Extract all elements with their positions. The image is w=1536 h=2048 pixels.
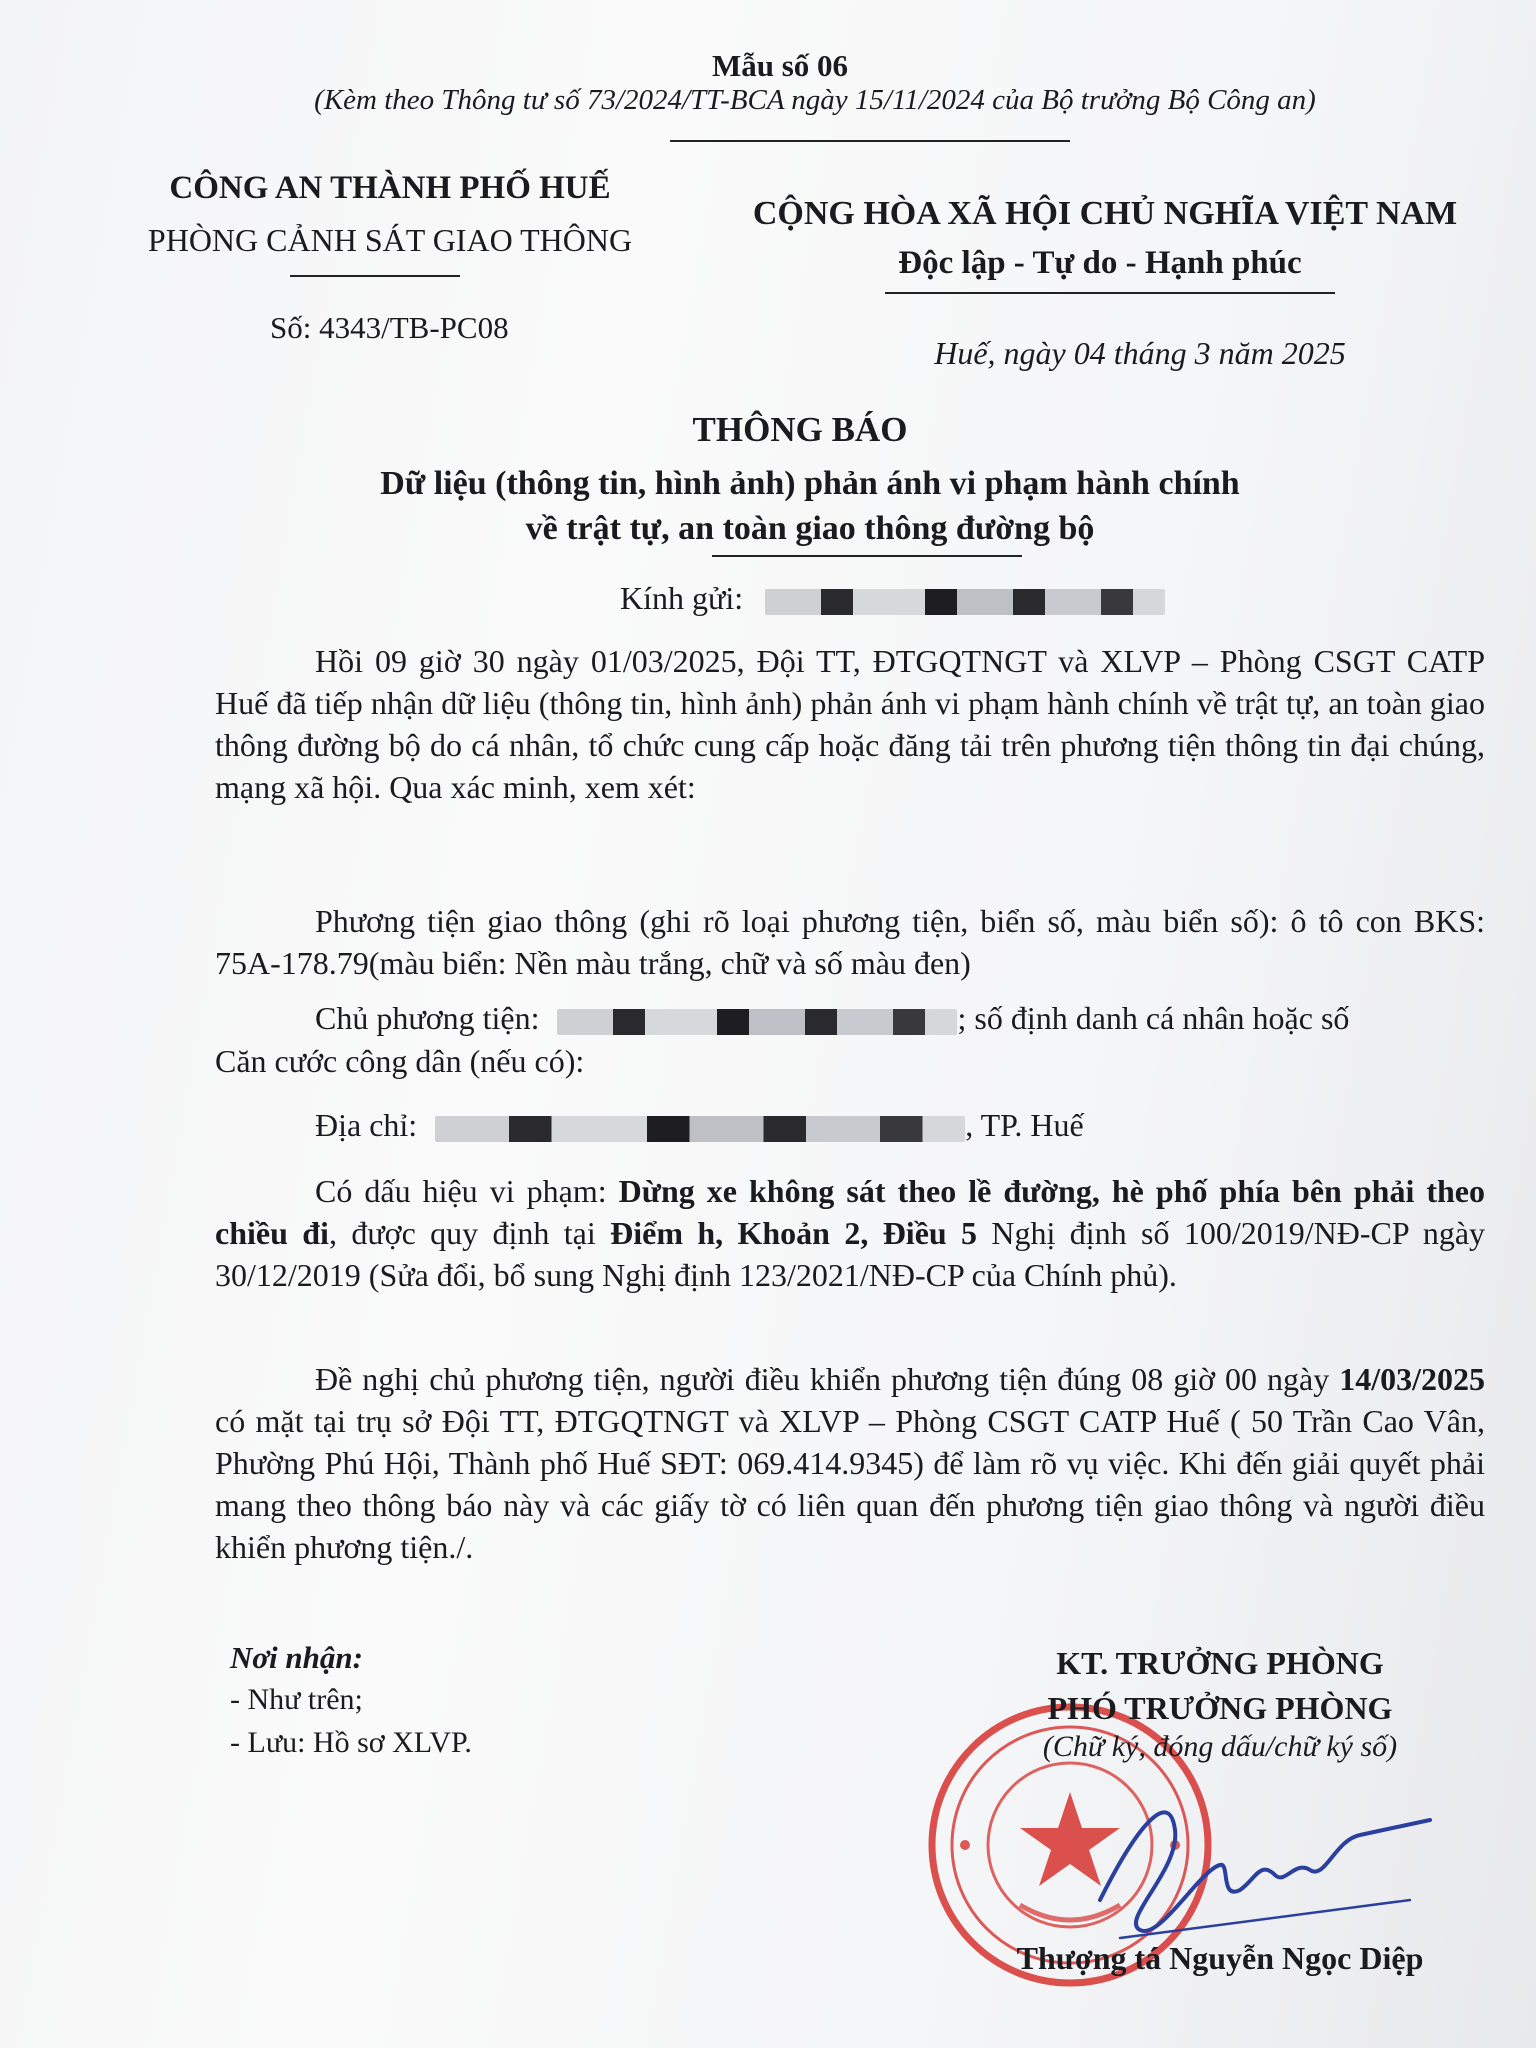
request-date: 14/03/2025 (1339, 1361, 1485, 1397)
notice-subtitle-2: về trật tự, an toàn giao thông đường bộ (525, 510, 1095, 547)
redacted-address (435, 1116, 965, 1142)
handwritten-signature (1080, 1780, 1440, 1950)
signature-note: (Chữ ký, đóng dấu/chữ ký số) (1042, 1730, 1398, 1763)
motto: Độc lập - Tự do - Hạnh phúc (898, 245, 1302, 281)
redacted-owner (557, 1009, 957, 1035)
request-lead: Đề nghị chủ phương tiện, người điều khiển phương tiện đúng 08 giờ 00 ngày (315, 1361, 1340, 1397)
violation-article: Điểm h, Khoản 2, Điều 5 (610, 1215, 978, 1251)
receivers-label: Nơi nhận: (230, 1640, 363, 1675)
owner-label: Chủ phương tiện: (315, 1000, 540, 1036)
address-line (315, 1107, 1084, 1144)
address-tail: , TP. Huế (965, 1107, 1084, 1143)
notice-title: THÔNG BÁO (692, 410, 908, 449)
address-label: Địa chỉ: (315, 1107, 418, 1143)
nation-title: CỘNG HÒA XÃ HỘI CHỦ NGHĨA VIỆT NAM (752, 195, 1458, 232)
notice-subtitle-1: Dữ liệu (thông tin, hình ảnh) phản ánh vi phạm hành chính (380, 465, 1240, 502)
agency-parent: CÔNG AN THÀNH PHỐ HUẾ (169, 170, 611, 206)
doc-number: Số: 4343/TB-PC08 (270, 310, 509, 345)
receiver-item: - Như trên; (230, 1683, 363, 1716)
id-label: Căn cước công dân (nếu có): (215, 1043, 585, 1079)
recipient-label: Kính gửi: (620, 580, 744, 616)
request-paragraph (215, 1358, 1485, 1568)
receiver-item: - Lưu: Hồ sơ XLVP. (230, 1726, 472, 1759)
place-date: Huế, ngày 04 tháng 3 năm 2025 (934, 335, 1346, 371)
vehicle-paragraph: Phương tiện giao thông (ghi rõ loại phương tiện, biển số, màu biển số): ô tô con BKS: 75A-178.79(màu biển: Nền màu trắng, chữ và số màu đen) (215, 903, 1485, 981)
motto-underline (885, 292, 1335, 294)
violation-mid: , được quy định tại (328, 1215, 611, 1251)
violation-text: Dừng xe không sát theo lề đường, hè phố phía bên phải theo chiều đi (215, 1173, 1486, 1251)
signature-title-1: KT. TRƯỞNG PHÒNG (1056, 1645, 1384, 1681)
recipient-line (620, 580, 1165, 617)
violation-paragraph (215, 1170, 1485, 1296)
request-tail: có mặt tại trụ sở Đội TT, ĐTGQTNGT và XLVP – Phòng CSGT CATP Huế ( 50 Trần Cao Vân, Phường Phú Hội, Thành phố Huế SĐT: 069.414.9345) để làm rõ vụ việc. Khi đến giải quyết phải mang theo thông báo này và các giấy tờ có liên quan đến phương tiện giao thông và người điều khiển phương tiện./. (215, 1403, 1485, 1565)
owner-tail: ; số định danh cá nhân hoặc số (957, 1000, 1350, 1036)
agency-unit: PHÒNG CẢNH SÁT GIAO THÔNG (147, 222, 633, 258)
form-number: Mẫu số 06 (711, 48, 849, 83)
title-underline (712, 555, 1022, 557)
signer-name: Thượng tá Nguyễn Ngọc Diệp (1016, 1940, 1424, 1976)
owner-line (315, 1000, 1349, 1037)
form-reference: (Kèm theo Thông tư số 73/2024/TT-BCA ngày 15/11/2024 của Bộ trưởng Bộ Công an) (314, 84, 1316, 116)
agency-underline (290, 275, 460, 277)
intro-paragraph: Hồi 09 giờ 30 ngày 01/03/2025, Đội TT, ĐTGQTNGT và XLVP – Phòng CSGT CATP Huế đã tiếp nhận dữ liệu (thông tin, hình ảnh) phản ánh vi phạm hành chính về trật tự, an toàn giao thông đường bộ do cá nhân, tổ chức cung cấp hoặc đăng tải trên phương tiện thông tin đại chúng, mạng xã hội. Qua xác minh, xem xét: (215, 643, 1485, 805)
violation-lead: Có dấu hiệu vi phạm: (315, 1173, 619, 1209)
signature-title-2: PHÓ TRƯỞNG PHÒNG (1047, 1690, 1393, 1726)
header-underline (670, 140, 1070, 142)
redacted-recipient (765, 589, 1165, 615)
violation-tail: Nghị định số 100/2019/NĐ-CP ngày 30/12/2019 (Sửa đổi, bổ sung Nghị định 123/2021/NĐ-CP của Chính phủ). (215, 1215, 1486, 1293)
